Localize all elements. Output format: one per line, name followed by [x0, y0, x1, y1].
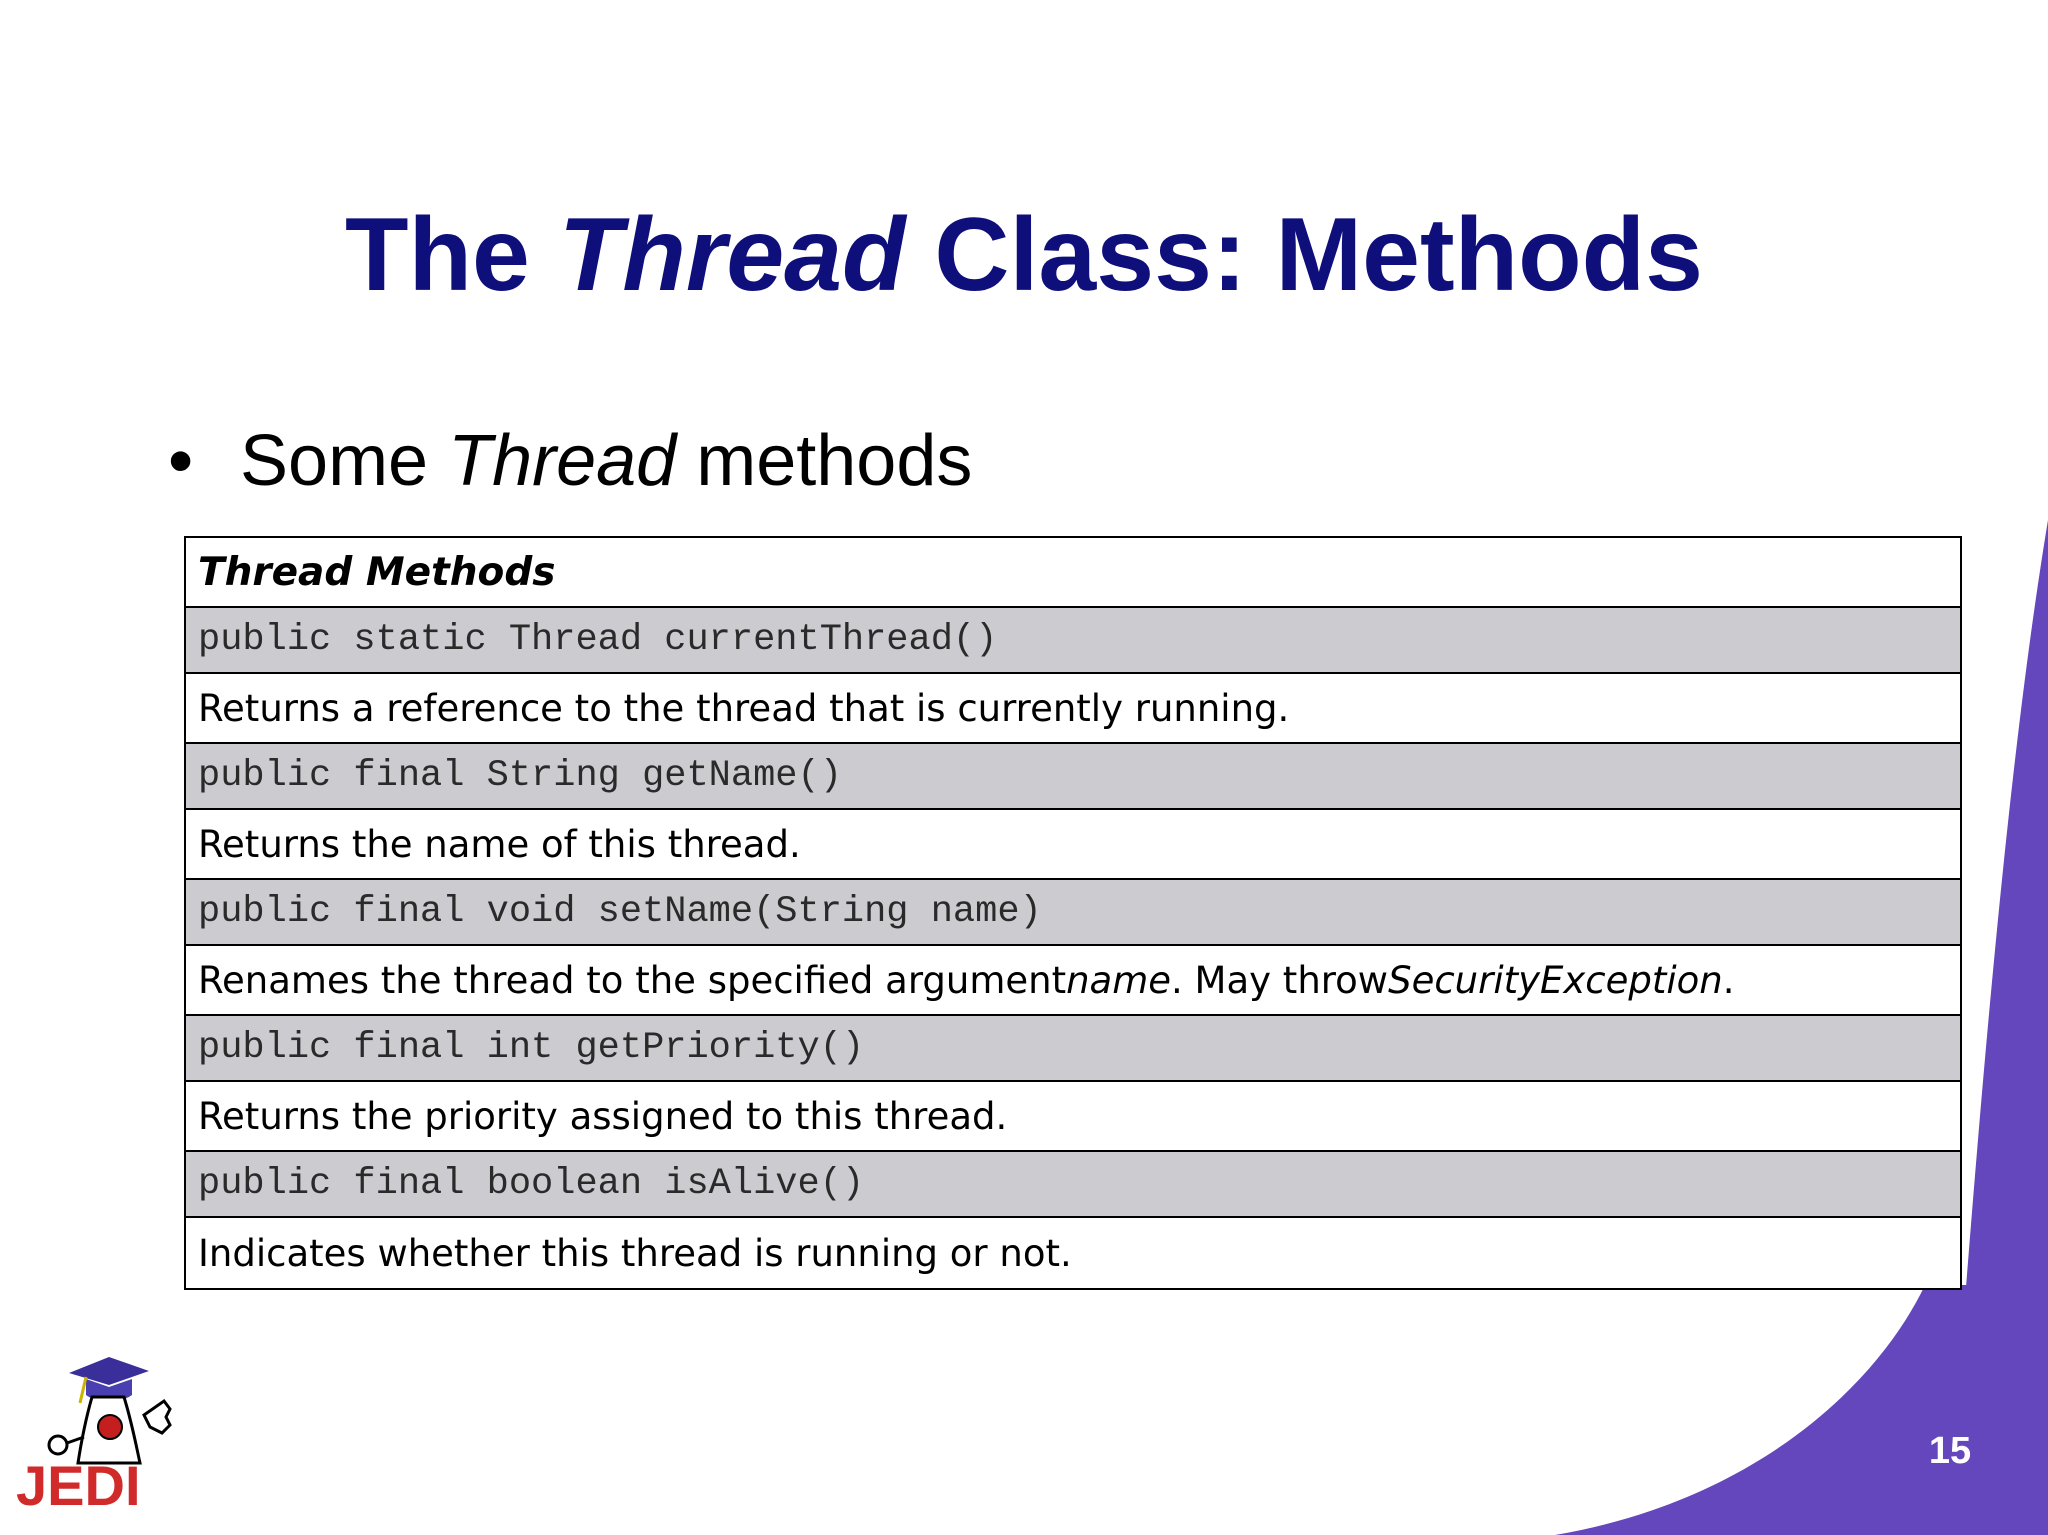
- method-description-row: Renames the thread to the specified argument name . May throw SecurityException .: [186, 946, 1960, 1016]
- method-signature-row: public final boolean isAlive(): [186, 1152, 1960, 1218]
- thread-methods-table: [184, 536, 1962, 1290]
- jedi-logo: [14, 1345, 204, 1515]
- table-header: Thread Methods: [186, 538, 1960, 608]
- page-number: 15: [1928, 1430, 1972, 1472]
- method-description-row: Indicates whether this thread is running or not.: [186, 1218, 1960, 1288]
- method-description-row: Returns the name of this thread.: [186, 810, 1960, 880]
- method-description-row: Returns a reference to the thread that is currently running.: [186, 674, 1960, 744]
- method-signature-row: public static Thread currentThread(): [186, 608, 1960, 674]
- bullet-point: • Some Thread methods: [168, 421, 973, 501]
- method-description-row: Returns the priority assigned to this thread.: [186, 1082, 1960, 1152]
- svg-text:JEDI: JEDI: [16, 1454, 141, 1515]
- method-signature-row: public final void setName(String name): [186, 880, 1960, 946]
- slide-title: The Thread Class: Methods: [345, 197, 1703, 313]
- method-signature-row: public final int getPriority(): [186, 1016, 1960, 1082]
- bullet-dot: •: [168, 421, 194, 501]
- jedi-mascot-icon: [49, 1357, 170, 1463]
- method-signature-row: public final String getName(): [186, 744, 1960, 810]
